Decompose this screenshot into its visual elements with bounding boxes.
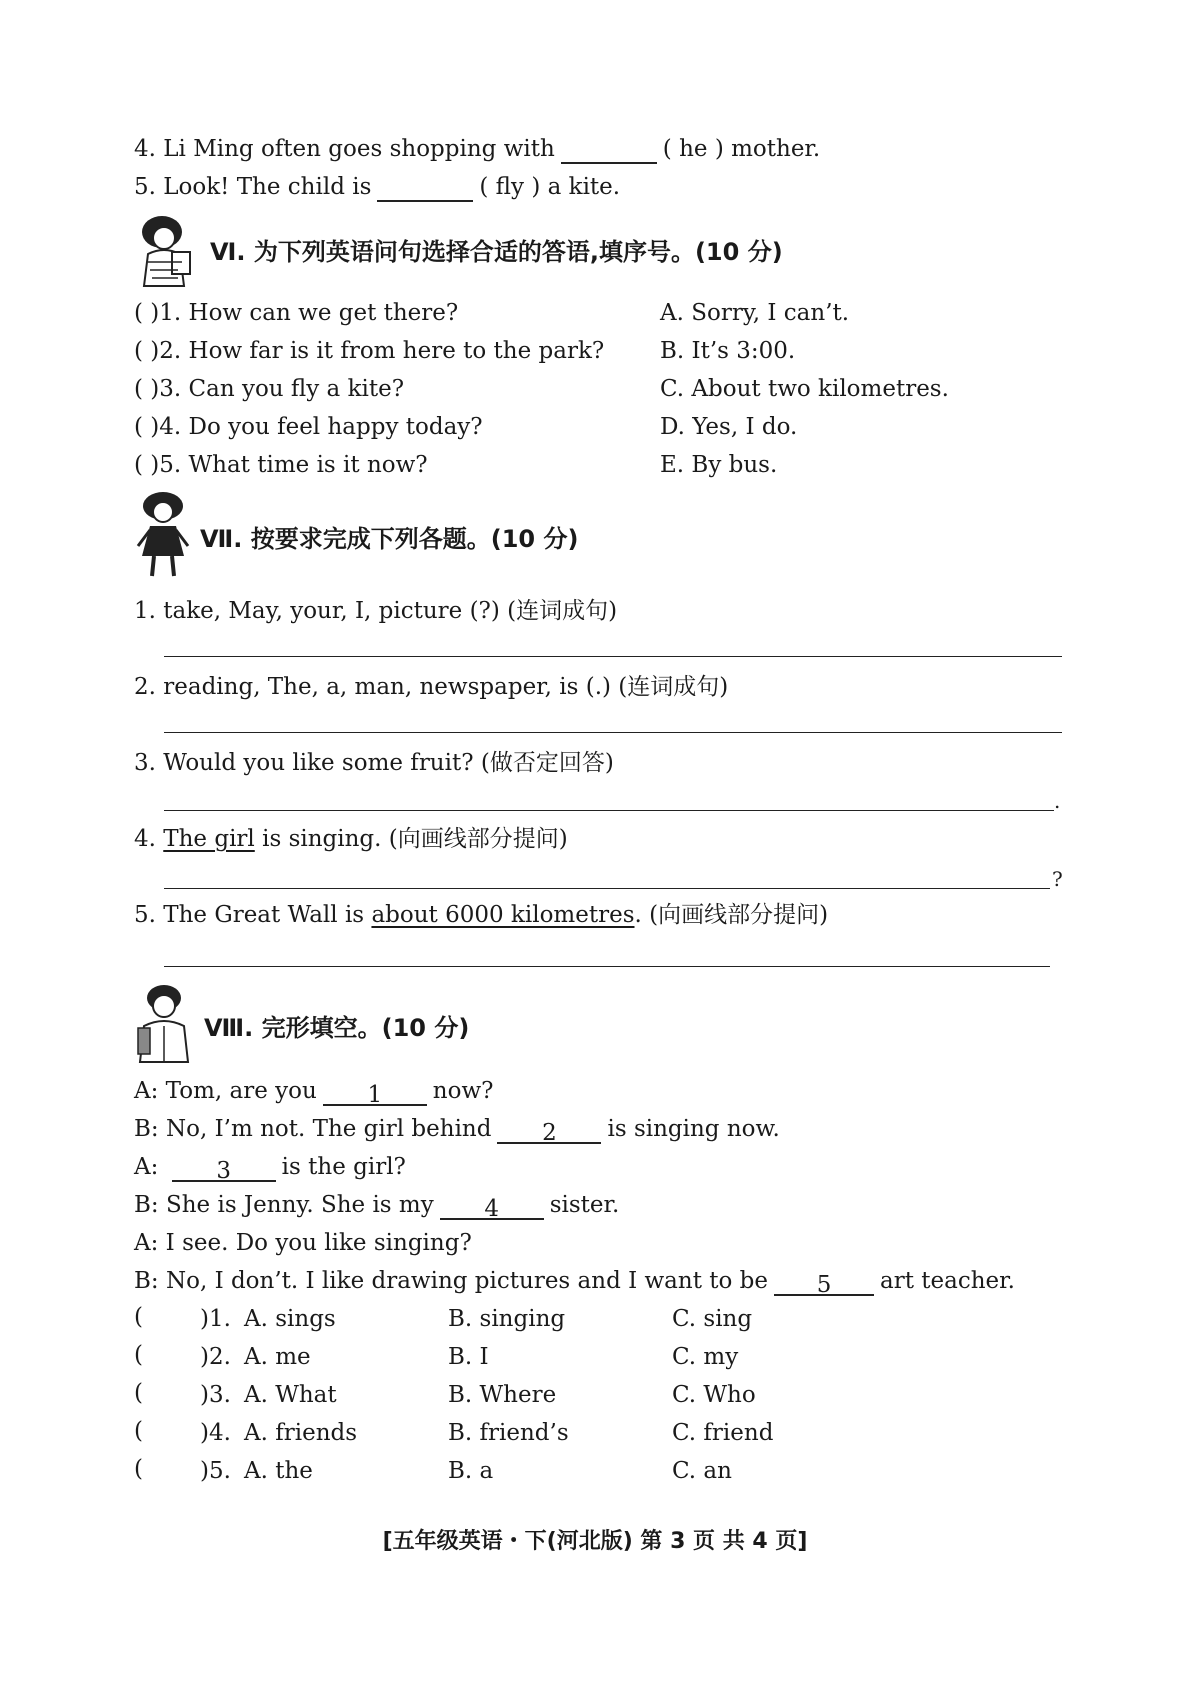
underlined-phrase: The girl (163, 826, 255, 852)
cloze-blank-5[interactable]: 5 (774, 1270, 874, 1296)
fill-question-5: 5. Look! The child is ( fly ) a kite. (134, 174, 621, 200)
s6-question-1: ( )1. How can we get there? (134, 300, 459, 326)
option-row-1-b: B. singing (448, 1306, 566, 1332)
dialogue-line-4: B: She is Jenny. She is my 4 sister. (134, 1192, 620, 1222)
option-row-2-b: B. I (448, 1344, 489, 1370)
answer-line-3-end-mark: . (1054, 789, 1061, 813)
option-row-2-c: C. my (672, 1344, 739, 1370)
section-8-heading: Ⅷ. 完形填空。(10 分) (204, 1014, 470, 1042)
option-row-4-b: B. friend’s (448, 1420, 569, 1446)
cloze-blank-2[interactable]: 2 (497, 1118, 601, 1144)
s7-item-1: 1. take, May, your, I, picture (?) (连词成句) (134, 598, 618, 624)
s6-answer-b: B. It’s 3:00. (660, 338, 796, 364)
boy-with-backpack-icon (134, 982, 196, 1064)
option-row-4-paren[interactable]: ( (134, 1418, 143, 1444)
s6-question-3: ( )3. Can you fly a kite? (134, 376, 405, 402)
option-row-3-c: C. Who (672, 1382, 756, 1408)
option-row-1-a: A. sings (244, 1306, 336, 1332)
answer-line-1[interactable] (164, 656, 1062, 657)
section-6-heading: Ⅵ. 为下列英语问句选择合适的答语,填序号。(10 分) (210, 238, 783, 266)
option-row-3-paren[interactable]: ( (134, 1380, 143, 1406)
dialogue-line-2: B: No, I’m not. The girl behind 2 is singing now. (134, 1116, 780, 1146)
girl-reading-icon (134, 212, 196, 290)
s6-question-4: ( )4. Do you feel happy today? (134, 414, 483, 440)
option-row-1-paren[interactable]: ( (134, 1304, 143, 1330)
option-row-1-c: C. sing (672, 1306, 753, 1332)
answer-line-2[interactable] (164, 732, 1062, 733)
s7-item-5: 5. The Great Wall is about 6000 kilometres. (向画线部分提问) (134, 902, 829, 928)
page-footer: [五年级英语・下(河北版) 第 3 页 共 4 页] (382, 1529, 808, 1554)
section-7-heading: Ⅶ. 按要求完成下列各题。(10 分) (200, 525, 579, 553)
dialogue-line-5: A: I see. Do you like singing? (134, 1230, 472, 1256)
underlined-phrase: about 6000 kilometres (371, 902, 635, 928)
answer-line-5[interactable] (164, 966, 1050, 967)
s6-answer-a: A. Sorry, I can’t. (660, 300, 850, 326)
option-row-5-c: C. an (672, 1458, 732, 1484)
dialogue-line-3: A: 3 is the girl? (134, 1154, 406, 1184)
option-row-5-num: )5. (200, 1458, 231, 1484)
option-row-4-num: )4. (200, 1420, 231, 1446)
s7-item-4: 4. The girl is singing. (向画线部分提问) (134, 826, 568, 852)
option-row-4-a: A. friends (244, 1420, 358, 1446)
option-row-1-num: )1. (200, 1306, 231, 1332)
option-row-2-paren[interactable]: ( (134, 1342, 143, 1368)
option-row-2-num: )2. (200, 1344, 231, 1370)
option-row-5-paren[interactable]: ( (134, 1456, 143, 1482)
girl-standing-icon (134, 490, 192, 580)
cloze-blank-4[interactable]: 4 (440, 1194, 544, 1220)
option-row-4-c: C. friend (672, 1420, 774, 1446)
option-row-3-a: A. What (244, 1382, 337, 1408)
option-row-5-b: B. a (448, 1458, 494, 1484)
option-row-2-a: A. me (244, 1344, 311, 1370)
s6-answer-d: D. Yes, I do. (660, 414, 798, 440)
s7-item-3: 3. Would you like some fruit? (做否定回答) (134, 750, 614, 776)
fill-question-4: 4. Li Ming often goes shopping with ( he ) mother. (134, 136, 821, 162)
answer-blank[interactable] (561, 138, 657, 164)
cloze-blank-1[interactable]: 1 (323, 1080, 427, 1106)
s6-question-5: ( )5. What time is it now? (134, 452, 428, 478)
answer-blank[interactable] (377, 176, 473, 202)
s6-answer-e: E. By bus. (660, 452, 778, 478)
option-row-5-a: A. the (244, 1458, 313, 1484)
dialogue-line-1: A: Tom, are you 1 now? (134, 1078, 494, 1108)
s6-question-2: ( )2. How far is it from here to the park? (134, 338, 605, 364)
option-row-3-num: )3. (200, 1382, 231, 1408)
dialogue-line-6: B: No, I don’t. I like drawing pictures and I want to be 5 art teacher. (134, 1268, 1015, 1298)
answer-line-3[interactable] (164, 810, 1054, 811)
answer-line-4-end-mark: ? (1052, 867, 1063, 891)
s6-answer-c: C. About two kilometres. (660, 376, 949, 402)
option-row-3-b: B. Where (448, 1382, 557, 1408)
s7-item-2: 2. reading, The, a, man, newspaper, is (.) (连词成句) (134, 674, 729, 700)
cloze-blank-3[interactable]: 3 (172, 1156, 276, 1182)
answer-line-4[interactable] (164, 888, 1050, 889)
